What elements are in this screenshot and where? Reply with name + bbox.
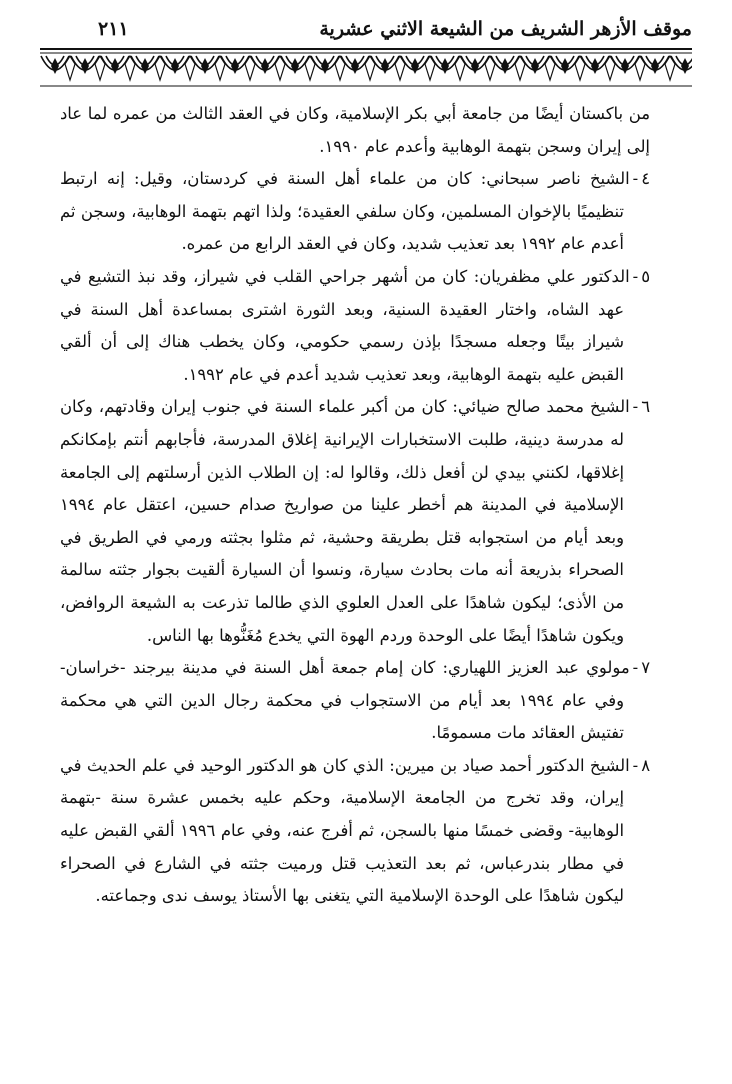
frieze-motif [461,56,495,80]
frieze-motif [551,56,585,80]
body-text [60,98,650,913]
item-text: مولوي عبد العزيز اللهياري: كان إمام جمعة أهل السنة في مدينة بيرجند -خراسان- وفي عام ١٩٩٤ بعد أيام من الاستجواب في محكمة رجال الدين التي هي محكمة تفتيش العقائد مات مسمومًا. [60,658,630,743]
list-item-6: ٦-الشيخ محمد صالح ضيائي: كان من أكبر علماء السنة في جنوب إيران وقادتهم، وكان له مدرسة دينية، طلبت الاستخبارات الإيرانية إغلاق المدرسة، فأجابهم أنتم بإمكانكم إغلاقها، لكنني بيدي لن أفعل ذلك، وقالوا له: إن الطلاب الذين أرسلتهم إلى الجامعة الإسلامية في المدينة هم أخطر علينا من صواريخ صدام حسين، اعتقل عام ١٩٩٤ وبعد أيام من استجوابه قتل بطريقة وحشية، ثم مثلوا بجثته ورمي في الطريق في الصحراء بذريعة أنه مات بحادث سيارة، ونسوا أن السيارة ألقيت بجوار جثته سالمة من الأذى؛ ليكون شاهدًا على العدل العلوي الذي طالما تذرعت به الشيعة الروافض، ويكون شاهدًا أيضًا على الوحدة وردم الهوة التي يخدع مُغَنُّوها بها الناس. [60,397,650,645]
item-number: ٥ [641,266,650,286]
frieze-motif [611,56,645,80]
item-number: ٨ [641,755,650,775]
frieze-motif [191,56,225,80]
frieze-motif [431,56,465,80]
frieze-motif [491,56,525,80]
frieze-motif [71,56,105,80]
item-text: الشيخ الدكتور أحمد صياد بن ميرين: الذي كان هو الدكتور الوحيد في علم الحديث في إيران، وقد تخرج من الجامعة الإسلامية، وحكم عليه بخمس عشرة سنة -بتهمة الوهابية- وقضى خمسًا منها بالسجن، ثم أفرج عنه، وفي عام ١٩٩٦ ألقي القبض عليه في مطار بندرعباس، ثم بعد التعذيب قتل ورميت جثته في الشارع في الصحراء ليكون شاهدًا على الوحدة الإسلامية التي يتغنى بها الأستاذ يوسف ندى وجماعته. [60,755,630,906]
frieze-graphic [40,46,692,90]
frieze-motif [641,56,675,80]
item-number: ٦ [641,397,650,417]
running-title: موقف الأزهر الشريف من الشيعة الاثني عشرية [319,18,692,40]
page-header [40,14,692,48]
frieze-motif [221,56,255,80]
list-item-4: ٤-الشيخ ناصر سبحاني: كان من علماء أهل السنة في كردستان، وقيل: إنه ارتبط تنظيميًا بالإخوان المسلمين، وكان سلفي العقيدة؛ ولذا اتهم بتهمة الوهابية، وسجن ثم أعدم عام ١٩٩٢ بعد تعذيب شديد، وكان في العقد الرابع من عمره. [60,169,650,254]
item-number: ٤ [641,169,650,189]
frieze-motif [41,56,75,80]
item-number: ٧ [641,658,650,678]
list-item-5: ٥-الدكتور علي مظفريان: كان من أشهر جراحي القلب في شيراز، وقد نبذ التشيع في عهد الشاه، واختار العقيدة السنية، وبعد الثورة اشترى بمساعدة أهل السنة في شيراز بيتًا وجعله مسجدًا بإذن رسمي حكومي، وكان يخطب هناك إلى أن ألقي القبض عليه بتهمة الوهابية، وبعد تعذيب شديد أعدم في عام ١٩٩٢. [60,266,650,384]
frieze-motif [101,56,135,80]
frieze-motif [521,56,555,80]
frieze-motif [131,56,165,80]
list-item-8: ٨-الشيخ الدكتور أحمد صياد بن ميرين: الذي كان هو الدكتور الوحيد في علم الحديث في إيران، وقد تخرج من الجامعة الإسلامية، وحكم عليه بخمس عشرة سنة -بتهمة الوهابية- وقضى خمسًا منها بالسجن، ثم أفرج عنه، وفي عام ١٩٩٦ ألقي القبض عليه في مطار بندرعباس، ثم بعد التعذيب قتل ورميت جثته في الشارع في الصحراء ليكون شاهدًا على الوحدة الإسلامية التي يتغنى بها الأستاذ يوسف ندى وجماعته. [60,755,650,906]
frieze-motif [401,56,435,80]
frieze-motif [341,56,375,80]
frieze-motif [161,56,195,80]
frieze-motif [251,56,285,80]
item-text: الدكتور علي مظفريان: كان من أشهر جراحي القلب في شيراز، وقد نبذ التشيع في عهد الشاه، واختار العقيدة السنية، وبعد الثورة اشترى بمساعدة أهل السنة في شيراز بيتًا وجعله مسجدًا بإذن رسمي حكومي، وكان يخطب هناك إلى أن ألقي القبض عليه بتهمة الوهابية، وبعد تعذيب شديد أعدم في عام ١٩٩٢. [60,266,630,384]
list-item-7: ٧-مولوي عبد العزيز اللهياري: كان إمام جمعة أهل السنة في مدينة بيرجند -خراسان- وفي عام ١٩٩٤ بعد أيام من الاستجواب في محكمة رجال الدين التي هي محكمة تفتيش العقائد مات مسمومًا. [60,658,650,743]
continuation-paragraph: من باكستان أيضًا من جامعة أبي بكر الإسلامية، وكان في العقد الثالث من عمره لما عاد إلى إيران وسجن بتهمة الوهابية وأعدم عام ١٩٩٠. [60,104,650,156]
frieze-motifs [41,56,692,80]
page-number: ٢١١ [98,18,129,40]
frieze-motif [581,56,615,80]
frieze-motif [371,56,405,80]
frieze-motif [311,56,345,80]
decorative-frieze-icon [40,46,692,90]
frieze-motif [281,56,315,80]
item-text: الشيخ محمد صالح ضيائي: كان من أكبر علماء السنة في جنوب إيران وقادتهم، وكان له مدرسة دينية، طلبت الاستخبارات الإيرانية إغلاق المدرسة، فأجابهم أنتم بإمكانكم إغلاقها، لكنني بيدي لن أفعل ذلك، وقالوا له: إن الطلاب الذين أرسلتهم إلى الجامعة الإسلامية في المدينة هم أخطر علينا من صواريخ صدام حسين، اعتقل عام ١٩٩٤ وبعد أيام من استجوابه قتل بطريقة وحشية، ثم مثلوا بجثته ورمي في الطريق في الصحراء بذريعة أنه مات بحادث سيارة، ونسوا أن السيارة ألقيت بجوار جثته سالمة من الأذى؛ ليكون شاهدًا على العدل العلوي الذي طالما تذرعت به الشيعة الروافض، ويكون شاهدًا أيضًا على الوحدة وردم الهوة التي يخدع مُغَنُّوها بها الناس. [60,397,630,645]
item-text: الشيخ ناصر سبحاني: كان من علماء أهل السنة في كردستان، وقيل: إنه ارتبط تنظيميًا بالإخوان المسلمين، وكان سلفي العقيدة؛ ولذا اتهم بتهمة الوهابية، وسجن ثم أعدم عام ١٩٩٢ بعد تعذيب شديد، وكان في العقد الرابع من عمره. [60,169,630,254]
